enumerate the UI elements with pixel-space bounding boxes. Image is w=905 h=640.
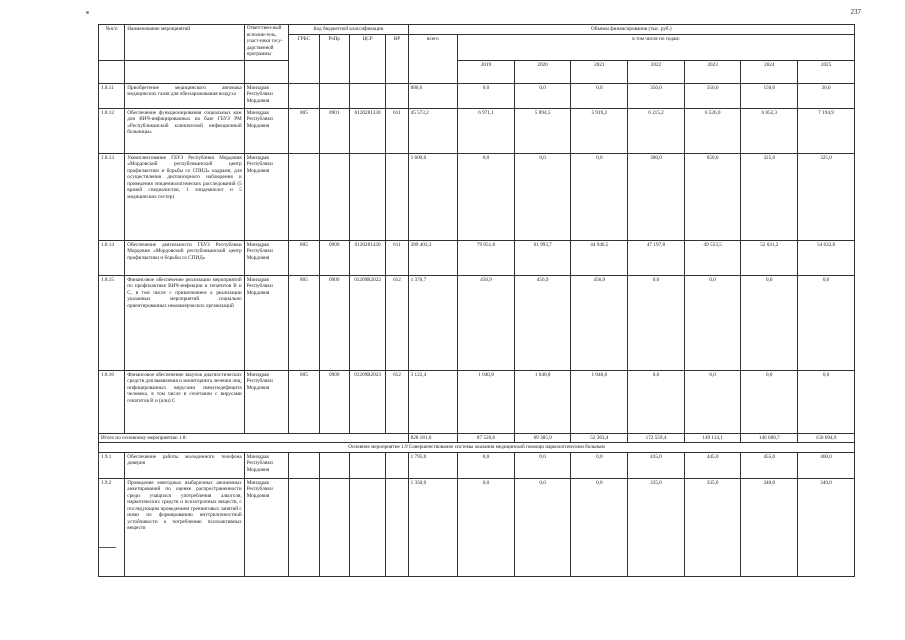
row-exec: Минздрав Республики Мордовия [244, 370, 289, 433]
row-num: 1.9.2 [99, 478, 125, 576]
row-total: 1 350,0 [408, 478, 458, 576]
table-row: 1.9.2 Проведение ежегодных выборочных анонимных анкетирований по оценке распространенности среди учащихся употребления алкоголя, наркотических средств и психотропных веществ, с последующим проведением тренинговых занятий с ними по формированию внутриличностной устойчивости к потреблению психоактивных веществ Минздрав Республики Мордовия 1 350,0 0,0 0,0 0,0 335,0 335,0 340,0 340,0 [99, 478, 855, 576]
row-num: 1.8.12 [99, 108, 125, 153]
row-total: 389 403,3 [408, 240, 458, 275]
table-row: 1.9.1 Обеспечение работы молодежного телефона доверия Минздрав Республики Мордовия 1 795,0 0,0 0,0 0,0 435,0 445,0 455,0 460,0 [99, 452, 855, 478]
row-num: 1.8.15 [99, 275, 125, 370]
header-year: 2025 [798, 60, 855, 83]
row-total: 1 795,0 [408, 452, 458, 478]
row-name: Укомплектование ГБУЗ Республики Мордовия «Мордовский республиканский центр профилактики и борьбы со СПИД» кадрами, для осуществления диспансерного наблюдения и проведения эпидемиологических расследований (5 врачей специалистов, 1 эпидемиолог и 5 медицинских сестер) [125, 153, 244, 240]
row-exec: Минздрав Республики Мордовия [244, 83, 289, 108]
page-number: 237 [850, 8, 861, 16]
row-exec: Минздрав Республики Мордовия [244, 153, 289, 240]
row-num: 1.8.16 [99, 370, 125, 433]
header-name: Наименование мероприятий [125, 25, 244, 61]
row-num: 1.8.11 [99, 83, 125, 108]
header-code: Код бюджетной классификации [289, 25, 408, 35]
table-row: 1.8.11 Приобретение медицинского автомака медицинских газов для обеззараживания воздуха Минздрав Республики Мордовия 880,0 0,0 0,0 0,0 350,0 350,0 150,0 30,0 [99, 83, 855, 108]
subtotal-row: Итого по основному мероприятию 1.8: 828 181,0 87 520,6 69 385,9 52 363,4 172 559,4 149 114,1 146 600,7 150 694,9 [99, 433, 855, 443]
table-row: 1.8.16 Финансовое обеспечение закупок диагностических средств для выявления и мониторинга лечения лиц, инфицированных вирусами иммунодефицита человека, в том числе в сочетании с вирусами гепатитов В и (или) С Минздрав Республики Мордовия 805 0909 01209R2023 612 3 122,4 1 040,8 1 040,8 1 040,8 0,0 0,0 0,0 0,0 [99, 370, 855, 433]
row-exec: Минздрав Республики Мордовия [244, 478, 289, 576]
header-year: 2023 [684, 60, 741, 83]
header-exec: Ответствен-ный исполни-тель, участ-ники госу-дарственной программы [244, 25, 289, 61]
subtotal-label: Итого по основному мероприятию 1.8: [99, 433, 409, 443]
row-total: 1 370,7 [408, 275, 458, 370]
section-title: Основное мероприятие 1.9 Совершенствование системы оказания медицинской помощи наркологическим больным [99, 443, 855, 453]
bottom-rule [98, 547, 116, 548]
header-incl: в том числе по годам: [458, 34, 855, 60]
subtotal-total: 828 181,0 [408, 433, 458, 443]
row-total: 45 573,2 [408, 108, 458, 153]
row-exec: Минздрав Республики Мордовия [244, 240, 289, 275]
section-row [99, 443, 855, 453]
header-vr: ВР [386, 34, 408, 83]
row-total: 3 122,4 [408, 370, 458, 433]
table-row: 1.8.12 Обеспечение функционирования социальных кож для ВИЧ-инфицированных на базе ГБУЗ РМ «Республиканский клинической инфекционной больницы» Минздрав Республики Мордовия 805 0901 0120281330 611 45 573,2 6 971,1 5 894,5 5 919,2 6 215,2 6 526,0 6 852,3 7 194,9 [99, 108, 855, 153]
header-num: №п/п [99, 25, 125, 61]
header-year: 2024 [741, 60, 798, 83]
table-row: 1.8.13 Укомплектование ГБУЗ Республики Мордовия «Мордовский республиканский центр профилактики и борьбы со СПИД» кадрами, для осуществления диспансерного наблюдения и проведения эпидемиологических расследований (5 врачей специалистов, 1 эпидемиолог и 5 медицинских сестер) Минздрав Республики Мордовия 1 600,0 0,0 0,0 0,0 300,0 650,0 325,0 325,0 [99, 153, 855, 240]
row-name: Финансовое обеспечение закупок диагностических средств для выявления и мониторинга лечения лиц, инфицированных вирусами иммунодефицита человека, в том числе в сочетании с вирусами гепатитов В и (или) С [125, 370, 244, 433]
row-total: 1 600,0 [408, 153, 458, 240]
header-funding: Объемы финансирования (тыс. руб.) [408, 25, 854, 35]
row-name: Обеспечение работы молодежного телефона доверия [125, 452, 244, 478]
row-num: 1.9.1 [99, 452, 125, 478]
financing-table [98, 24, 855, 577]
header-year: 2019 [458, 60, 515, 83]
row-name: Обеспечение деятельности ГБУЗ Республики Мордовия «Мордовский республиканский центр профилактики и борьбы со СПИД» [125, 240, 244, 275]
header-csr: ЦСР [349, 34, 385, 83]
row-name: Обеспечение функционирования социальных кож для ВИЧ-инфицированных на базе ГБУЗ РМ «Республиканский клинической инфекционной больницы» [125, 108, 244, 153]
header-year: 2020 [514, 60, 571, 83]
header-year: 2022 [628, 60, 685, 83]
table-row: 1.8.14 Обеспечение деятельности ГБУЗ Республики Мордовия «Мордовский республиканский центр профилактики и борьбы со СПИД» Минздрав Республики Мордовия 805 0909 0120281420 611 389 403,3 79 051,8 61 993,7 44 946,5 47 197,8 49 553,5 52 031,2 54 632,8 [99, 240, 855, 275]
row-name: Финансовое обеспечение реализации мероприятий по профилактике ВИЧ-инфекции и гепатитов В и С, в том числе с привлечением к реализации указанных мероприятий социально ориентированных некоммерческих организаций [125, 275, 244, 370]
header-year: 2021 [571, 60, 628, 83]
table-row: 1.8.15 Финансовое обеспечение реализации мероприятий по профилактике ВИЧ-инфекции и гепатитов В и С, в том числе с привлечением к реализации указанных мероприятий социально ориентированных некоммерческих организаций Минздрав Республики Мордовия 805 0909 01209R2022 612 1 370,7 456,9 456,9 456,9 0,0 0,0 0,0 0,0 [99, 275, 855, 370]
row-exec: Минздрав Республики Мордовия [244, 108, 289, 153]
scan-dot [86, 11, 89, 14]
row-num: 1.8.14 [99, 240, 125, 275]
row-exec: Минздрав Республики Мордовия [244, 452, 289, 478]
header-grbs: ГРБС [289, 34, 319, 83]
row-name: Проведение ежегодных выборочных анонимных анкетирований по оценке распространенности среди учащихся употребления алкоголя, наркотических средств и психотропных веществ, с последующим проведением тренинговых занятий с ними по формированию внутриличностной устойчивости к потреблению психоактивных веществ [125, 478, 244, 576]
header-rzpr: РзПр [319, 34, 349, 83]
row-exec: Минздрав Республики Мордовия [244, 275, 289, 370]
row-total: 880,0 [408, 83, 458, 108]
row-name: Приобретение медицинского автомака медицинских газов для обеззараживания воздуха [125, 83, 244, 108]
header-total: всего [408, 34, 458, 83]
row-num: 1.8.13 [99, 153, 125, 240]
